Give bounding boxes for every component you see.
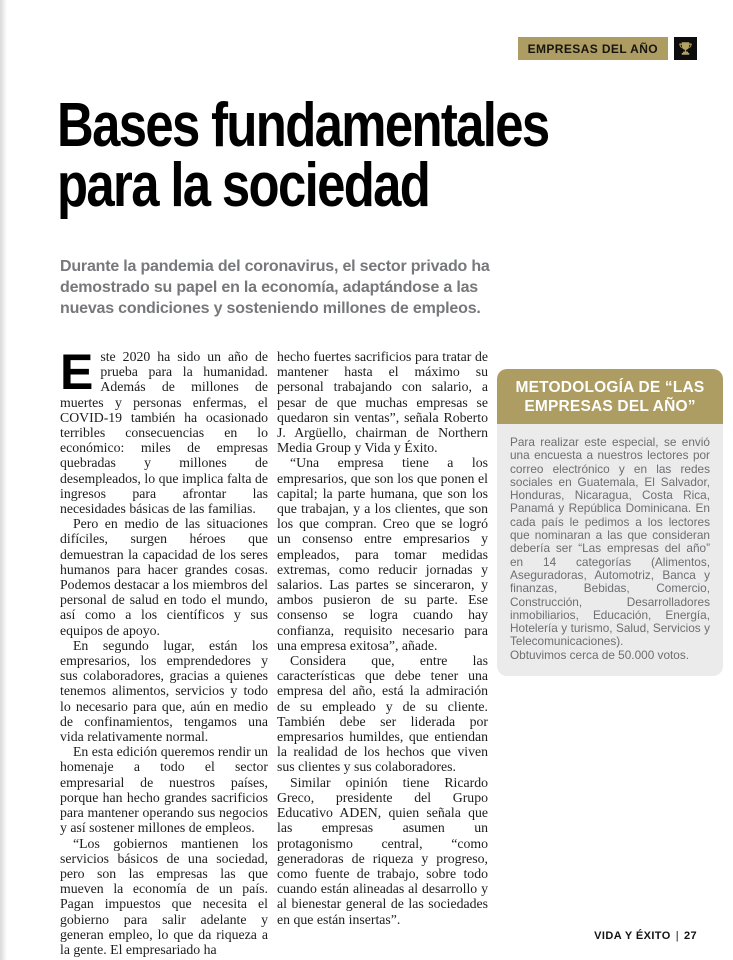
paragraph: “Una empresa tiene a los empresarios, que son los que ponen el capital; la parte humana, que son los que trabajan, y a los clientes, que son los que compran. Creo que se logró un consenso entre empresarios y empleados, para tomar medidas extremas, como reducir jornadas y salarios. Las partes se sinceraron, y ambos pusieron de su parte. Ese consenso se logra cuando hay confianza, requisito necesario para una empresa exitosa”, añade. <box>277 455 488 653</box>
paragraph: En esta edición queremos rendir un homenaje a todo el sector empresarial de nuestros países, porque han hecho grandes sacrificios para mantener operando sus negocios y así sostener millones de empleos. <box>60 744 269 836</box>
paragraph-text: ste 2020 ha sido un año de prueba para la humanidad. Además de millones de muertes y personas enfermas, el COVID-19 también ha ocasionado terribles consecuencias en lo económico: miles de empresas quebradas y millones de desempleados, lo que implica falta de ingresos para afrontar las necesidades básicas de las familias. <box>60 349 268 517</box>
paragraph: Pero en medio de las situaciones difíciles, surgen héroes que demuestran la capacidad de los seres humanos para hacer grandes cosas. Podemos destacar a los miembros del personal de salud en todo el mundo, así como a los científicos y sus equipos de apoyo. <box>60 516 268 638</box>
dropcap: E <box>60 344 94 400</box>
article-column-2 <box>277 349 488 927</box>
magazine-name: VIDA Y ÉXITO <box>594 930 671 942</box>
sidebar-title: METODOLOGÍA DE “LAS EMPRESAS DEL AÑO” <box>497 369 723 424</box>
sidebar-text: Para realizar este especial, se envió una encuesta a nuestros lectores por correo electrónico y en las redes sociales en Guatemala, El Salvador, Honduras, Nicaragua, Costa Rica, Panamá y República Dominicana. En cada país le pedimos a los lectores que nominaran a las que consideran debería ser “Las empresas del año” en 14 categorías (Alimentos, Aseguradoras, Automotriz, Banca y finanzas, Bebidas, Comercio, Construcción, Desarrolladores inmobiliarios, Educación, Energía, Hotelería y turismo, Salud, Servicios y Telecomunicaciones). <box>510 435 710 649</box>
headline <box>57 91 656 220</box>
paragraph: En segundo lugar, están los empresarios, los emprendedores y sus colaboradores, gracias a quienes tenemos alimentos, servicios y todo lo necesario para que, aún en medio de confinamientos, tengamos una vida relativamente normal. <box>60 637 268 745</box>
paragraph: “Los gobiernos mantienen los servicios básicos de una sociedad, pero son las empresas las que mueven la economía de un país. Pagan impuestos que necesita el gobierno para salir adelante y generan empleo, lo que da riqueza a la gente. El empresariado ha <box>60 835 268 957</box>
paragraph <box>60 344 268 517</box>
trophy-icon <box>674 37 697 60</box>
methodology-sidebar <box>497 369 723 676</box>
paragraph: Similar opinión tiene Ricardo Greco, presidente del Grupo Educativo ADEN, quien señala que las empresas asumen un protagonismo central, “como generadoras de riqueza y progreso, como fuente de trabajo, sobre todo cuando están alineadas al desarrollo y al bienestar general de las sociedades en que están insertas”. <box>277 774 488 927</box>
footer-separator: | <box>675 930 679 942</box>
sidebar-body <box>497 424 723 676</box>
paragraph: hecho fuertes sacrificios para tratar de mantener hasta el máximo su personal trabajando con salario, a pesar de que muchas empresas se quedaron sin ventas”, señala Roberto J. Argüello, chairman de Northern Media Group y Vida y Éxito. <box>277 349 488 456</box>
section-badge: EMPRESAS DEL AÑO <box>518 37 668 60</box>
sidebar-votes: Obtuvimos cerca de 50.000 votos. <box>510 647 690 662</box>
page-number: 27 <box>683 930 697 942</box>
article-column-1 <box>60 344 269 957</box>
headline-line-1: Bases fundamentales <box>57 91 549 160</box>
page-left-edge <box>0 0 7 960</box>
standfirst: Durante la pandemia del coronavirus, el sector privado ha demostrado su papel en la economía, adaptándose a las nuevas condiciones y sosteniendo millones de empleos. <box>60 258 490 317</box>
section-badge-row <box>518 37 697 60</box>
paragraph: Considera que, entre las características que debe tener una empresa del año, está la admiración de su empleado y de su cliente. También debe ser liderada por empresarios humildes, que entiendan la realidad de los hechos que viven sus clientes y sus colaboradores. <box>277 653 488 775</box>
page-footer <box>594 930 697 942</box>
headline-line-2: para la sociedad <box>57 151 430 220</box>
